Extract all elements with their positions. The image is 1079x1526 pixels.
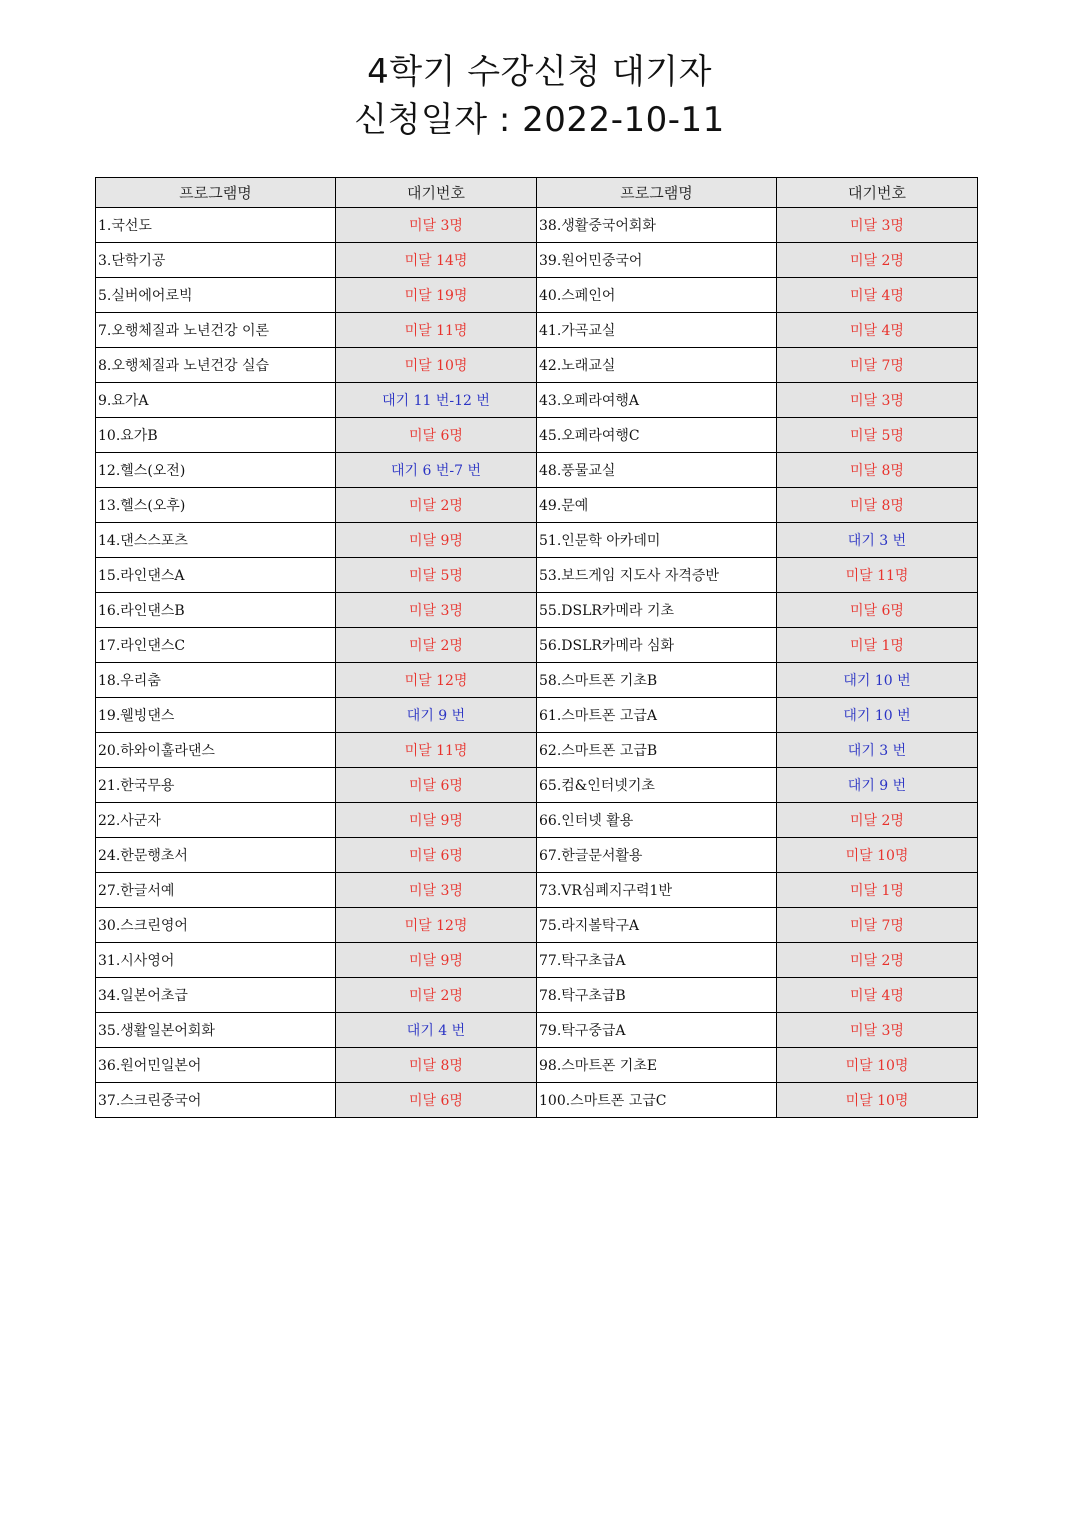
program-name-cell: 30.스크린영어 [96, 908, 336, 943]
program-name-cell: 48.풍물교실 [537, 453, 777, 488]
wait-status-cell: 미달 14명 [336, 243, 537, 278]
program-name-cell: 77.탁구초급A [537, 943, 777, 978]
program-name-cell: 78.탁구초급B [537, 978, 777, 1013]
wait-status-cell: 미달 2명 [777, 243, 978, 278]
table-row [96, 1013, 978, 1048]
header-wait-number-right: 대기번호 [777, 178, 978, 208]
program-name-cell: 65.컴&인터넷기초 [537, 768, 777, 803]
table-row [96, 278, 978, 313]
program-name-cell: 17.라인댄스C [96, 628, 336, 663]
program-name-cell: 38.생활중국어회화 [537, 208, 777, 243]
program-name-cell: 10.요가B [96, 418, 336, 453]
table-header-row [96, 178, 978, 208]
wait-status-cell: 미달 8명 [777, 488, 978, 523]
wait-status-cell: 미달 2명 [336, 628, 537, 663]
wait-status-cell: 대기 11 번-12 번 [336, 383, 537, 418]
program-name-cell: 43.오페라여행A [537, 383, 777, 418]
table-row [96, 698, 978, 733]
table-row [96, 663, 978, 698]
wait-status-cell: 미달 7명 [777, 348, 978, 383]
wait-status-cell: 미달 3명 [777, 208, 978, 243]
table-row [96, 348, 978, 383]
wait-status-cell: 미달 3명 [777, 383, 978, 418]
wait-status-cell: 대기 4 번 [336, 1013, 537, 1048]
program-name-cell: 61.스마트폰 고급A [537, 698, 777, 733]
wait-status-cell: 미달 8명 [777, 453, 978, 488]
wait-status-cell: 대기 10 번 [777, 698, 978, 733]
table-row [96, 1083, 978, 1118]
program-name-cell: 14.댄스스포츠 [96, 523, 336, 558]
program-name-cell: 98.스마트폰 기초E [537, 1048, 777, 1083]
table-row [96, 313, 978, 348]
program-name-cell: 22.사군자 [96, 803, 336, 838]
program-name-cell: 18.우리춤 [96, 663, 336, 698]
program-name-cell: 45.오페라여행C [537, 418, 777, 453]
wait-status-cell: 미달 3명 [336, 208, 537, 243]
wait-status-cell: 대기 9 번 [336, 698, 537, 733]
wait-status-cell: 대기 10 번 [777, 663, 978, 698]
table-row [96, 1048, 978, 1083]
program-name-cell: 16.라인댄스B [96, 593, 336, 628]
program-name-cell: 35.생활일본어회화 [96, 1013, 336, 1048]
wait-status-cell: 미달 9명 [336, 523, 537, 558]
program-name-cell: 36.원어민일본어 [96, 1048, 336, 1083]
wait-status-cell: 미달 10명 [777, 1083, 978, 1118]
wait-status-cell: 미달 12명 [336, 663, 537, 698]
table-row [96, 768, 978, 803]
wait-status-cell: 미달 2명 [777, 943, 978, 978]
wait-status-cell: 미달 5명 [336, 558, 537, 593]
table-row [96, 803, 978, 838]
table-row [96, 243, 978, 278]
table-row [96, 208, 978, 243]
wait-status-cell: 미달 11명 [336, 733, 537, 768]
wait-status-cell: 미달 1명 [777, 873, 978, 908]
table-row [96, 488, 978, 523]
program-name-cell: 15.라인댄스A [96, 558, 336, 593]
program-name-cell: 7.오행체질과 노년건강 이론 [96, 313, 336, 348]
wait-status-cell: 미달 10명 [777, 838, 978, 873]
table-row [96, 873, 978, 908]
wait-status-cell: 미달 2명 [336, 978, 537, 1013]
wait-status-cell: 대기 6 번-7 번 [336, 453, 537, 488]
wait-status-cell: 미달 11명 [777, 558, 978, 593]
table-row [96, 453, 978, 488]
wait-status-cell: 미달 3명 [336, 873, 537, 908]
program-name-cell: 66.인터넷 활용 [537, 803, 777, 838]
wait-status-cell: 미달 6명 [336, 418, 537, 453]
wait-status-cell: 미달 6명 [336, 838, 537, 873]
wait-status-cell: 대기 9 번 [777, 768, 978, 803]
program-name-cell: 40.스페인어 [537, 278, 777, 313]
program-name-cell: 51.인문학 아카데미 [537, 523, 777, 558]
wait-status-cell: 미달 5명 [777, 418, 978, 453]
wait-status-cell: 미달 9명 [336, 803, 537, 838]
table-row [96, 418, 978, 453]
wait-status-cell: 미달 6명 [777, 593, 978, 628]
program-name-cell: 73.VR심폐지구력1반 [537, 873, 777, 908]
wait-status-cell: 미달 10명 [777, 1048, 978, 1083]
header-wait-number-left: 대기번호 [336, 178, 537, 208]
wait-status-cell: 미달 12명 [336, 908, 537, 943]
table-row [96, 628, 978, 663]
program-name-cell: 12.헬스(오전) [96, 453, 336, 488]
wait-status-cell: 미달 6명 [336, 768, 537, 803]
program-name-cell: 53.보드게임 지도사 자격증반 [537, 558, 777, 593]
wait-status-cell: 미달 3명 [336, 593, 537, 628]
wait-status-cell: 미달 4명 [777, 978, 978, 1013]
table-row [96, 908, 978, 943]
table-row [96, 558, 978, 593]
wait-status-cell: 대기 3 번 [777, 733, 978, 768]
wait-status-cell: 미달 2명 [336, 488, 537, 523]
header-program-name-left: 프로그램명 [96, 178, 336, 208]
program-name-cell: 24.한문행초서 [96, 838, 336, 873]
program-name-cell: 62.스마트폰 고급B [537, 733, 777, 768]
wait-status-cell: 미달 9명 [336, 943, 537, 978]
program-name-cell: 8.오행체질과 노년건강 실습 [96, 348, 336, 383]
wait-status-cell: 미달 11명 [336, 313, 537, 348]
table-row [96, 593, 978, 628]
table-row [96, 523, 978, 558]
header-program-name-right: 프로그램명 [537, 178, 777, 208]
program-name-cell: 37.스크린중국어 [96, 1083, 336, 1118]
wait-status-cell: 미달 1명 [777, 628, 978, 663]
wait-status-cell: 대기 3 번 [777, 523, 978, 558]
program-name-cell: 79.탁구중급A [537, 1013, 777, 1048]
program-name-cell: 3.단학기공 [96, 243, 336, 278]
program-name-cell: 55.DSLR카메라 기초 [537, 593, 777, 628]
wait-status-cell: 미달 6명 [336, 1083, 537, 1118]
wait-status-cell: 미달 8명 [336, 1048, 537, 1083]
program-name-cell: 13.헬스(오후) [96, 488, 336, 523]
program-name-cell: 9.요가A [96, 383, 336, 418]
program-name-cell: 5.실버에어로빅 [96, 278, 336, 313]
application-date: 신청일자 : 2022-10-11 [354, 100, 725, 140]
table-row [96, 943, 978, 978]
waitlist-table [95, 177, 978, 1118]
wait-status-cell: 미달 10명 [336, 348, 537, 383]
program-name-cell: 49.문예 [537, 488, 777, 523]
program-name-cell: 27.한글서예 [96, 873, 336, 908]
program-name-cell: 58.스마트폰 기초B [537, 663, 777, 698]
program-name-cell: 1.국선도 [96, 208, 336, 243]
wait-status-cell: 미달 4명 [777, 313, 978, 348]
program-name-cell: 56.DSLR카메라 심화 [537, 628, 777, 663]
program-name-cell: 34.일본어초급 [96, 978, 336, 1013]
wait-status-cell: 미달 3명 [777, 1013, 978, 1048]
program-name-cell: 31.시사영어 [96, 943, 336, 978]
program-name-cell: 42.노래교실 [537, 348, 777, 383]
table-row [96, 733, 978, 768]
program-name-cell: 67.한글문서활용 [537, 838, 777, 873]
program-name-cell: 21.한국무용 [96, 768, 336, 803]
wait-status-cell: 미달 2명 [777, 803, 978, 838]
program-name-cell: 20.하와이훌라댄스 [96, 733, 336, 768]
program-name-cell: 19.웰빙댄스 [96, 698, 336, 733]
program-name-cell: 100.스마트폰 고급C [537, 1083, 777, 1118]
program-name-cell: 41.가곡교실 [537, 313, 777, 348]
program-name-cell: 39.원어민중국어 [537, 243, 777, 278]
table-row [96, 978, 978, 1013]
page-title: 4학기 수강신청 대기자 [367, 52, 712, 92]
wait-status-cell: 미달 19명 [336, 278, 537, 313]
table-row [96, 383, 978, 418]
program-name-cell: 75.라지볼탁구A [537, 908, 777, 943]
wait-status-cell: 미달 4명 [777, 278, 978, 313]
wait-status-cell: 미달 7명 [777, 908, 978, 943]
table-row [96, 838, 978, 873]
